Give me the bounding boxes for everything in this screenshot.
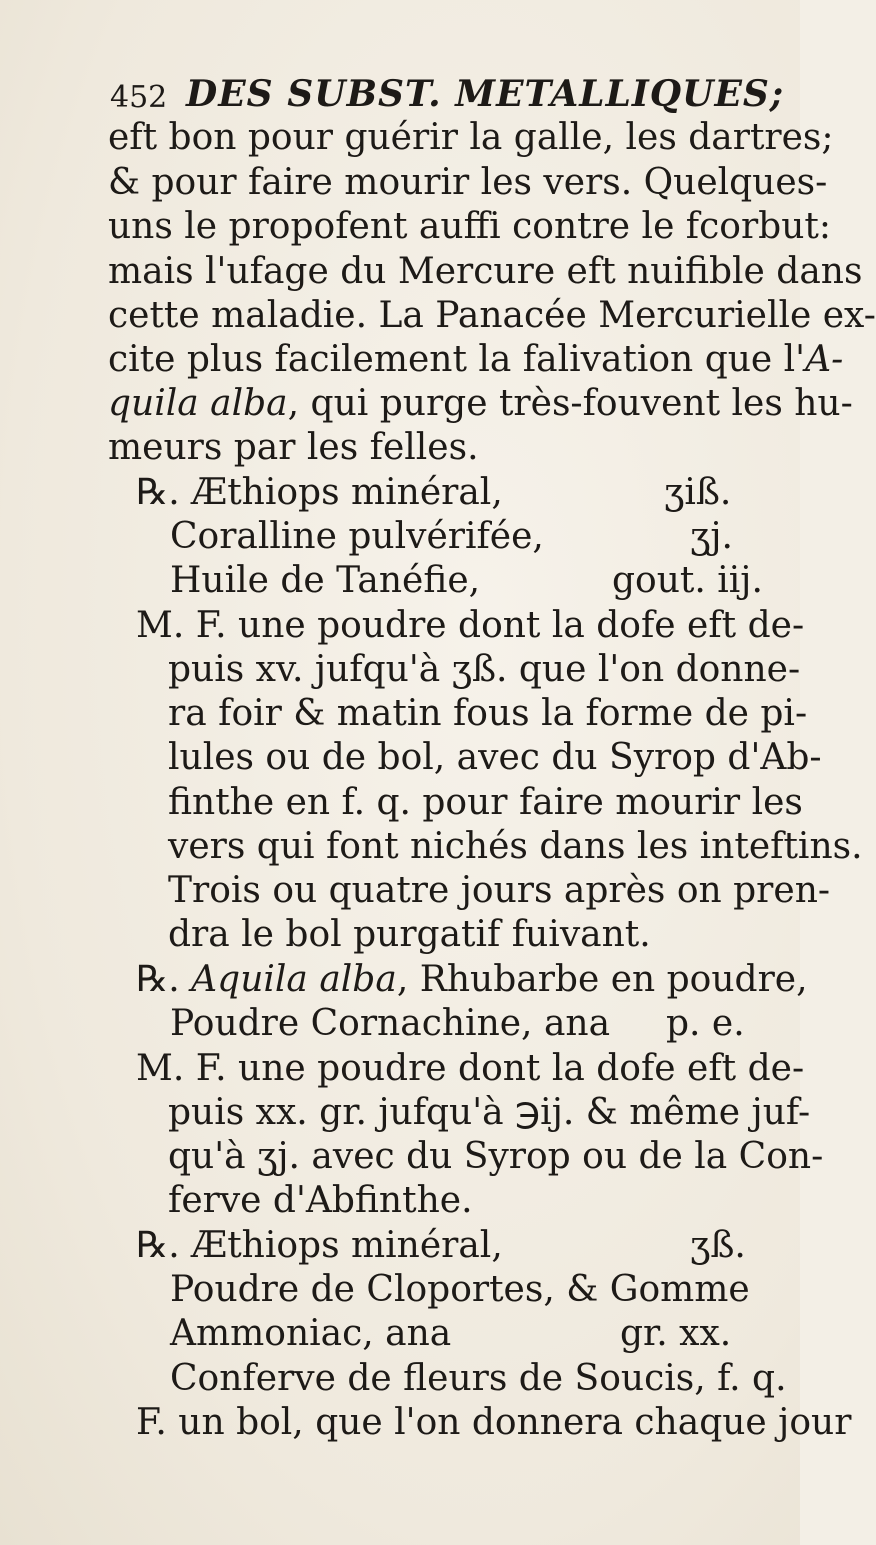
body-line: meurs par les felles. [108, 427, 479, 468]
recipe-instruction: M. F. une poudre dont la dofe eft de- [136, 1048, 805, 1089]
recipe-instruction: M. F. une poudre dont la dofe eft de- [136, 605, 805, 646]
recipe-dose: gout. iij. [612, 560, 763, 601]
recipe-ingredient: ℞. Æthiops minéral, [136, 472, 503, 513]
recipe-dose: gr. xx. [620, 1313, 732, 1354]
recipe-instruction: F. un bol, que l'on donnera chaque jour [136, 1402, 852, 1443]
recipe-ingredient: Conferve de fleurs de Soucis, f. q. [170, 1358, 787, 1399]
italic-term: quila alba [108, 383, 288, 424]
body-line [108, 340, 843, 380]
body-line: cette maladie. La Panacée Mercurielle ex- [108, 295, 876, 336]
recipe-dose: ʒj. [690, 516, 733, 557]
recipe-instruction: lules ou de bol, avec du Syrop d'Ab- [168, 737, 822, 778]
recipe-dose: ʒiß. [664, 472, 732, 513]
body-line: & pour faire mourir les vers. Quelques- [108, 162, 828, 203]
body-line [108, 384, 853, 424]
recipe-dose: ʒß. [690, 1225, 746, 1266]
recipe-instruction: ferve d'Abfinthe. [168, 1180, 473, 1221]
recipe-ingredient: Coralline pulvérifée, [170, 516, 544, 557]
recipe-instruction: ra foir & matin fous la forme de pi- [168, 693, 808, 734]
recipe-instruction: puis xv. jufqu'à ʒß. que l'on donne- [168, 649, 801, 690]
body-line: eft bon pour guérir la galle, les dartres; [108, 117, 834, 158]
recipe-instruction: qu'à ʒj. avec du Syrop ou de la Con- [168, 1136, 824, 1177]
running-title: DES SUBST. METALLIQUES; [186, 73, 785, 115]
body-line: mais l'ufage du Mercure eft nuifible dans [108, 251, 863, 292]
recipe-instruction: finthe en f. q. pour faire mourir les [168, 782, 803, 823]
recipe-instruction: vers qui font nichés dans les inteftins. [168, 826, 863, 867]
italic-term: A- [805, 339, 844, 380]
italic-term: Aquila alba [191, 959, 397, 1000]
recipe-instruction: puis xx. gr. jufqu'à ℈ij. & même juf- [168, 1092, 811, 1133]
body-text: cite plus facilement la falivation que l' [108, 339, 806, 380]
recipe-instruction: Trois ou quatre jours après on pren- [168, 870, 831, 911]
recipe-ingredient: Poudre Cornachine, ana [170, 1003, 611, 1044]
recipe-symbol: ℞. [136, 959, 192, 1000]
recipe-ingredient: Ammoniac, ana [170, 1313, 452, 1354]
recipe-ingredient: Huile de Tanéfie, [170, 560, 481, 601]
recipe-ingredient [136, 960, 808, 1000]
recipe-text: , Rhubarbe en poudre, [396, 959, 808, 1000]
recipe-ingredient: ℞. Æthiops minéral, [136, 1225, 503, 1266]
body-text-rest: , qui purge très-fouvent les hu- [287, 383, 853, 424]
recipe-dose: p. e. [666, 1003, 745, 1044]
body-line: uns le propofent auffi contre le fcorbut: [108, 206, 832, 247]
recipe-instruction: dra le bol purgatif fuivant. [168, 914, 651, 955]
page-number: 452 [110, 80, 168, 115]
recipe-ingredient: Poudre de Cloportes, & Gomme [170, 1269, 750, 1310]
